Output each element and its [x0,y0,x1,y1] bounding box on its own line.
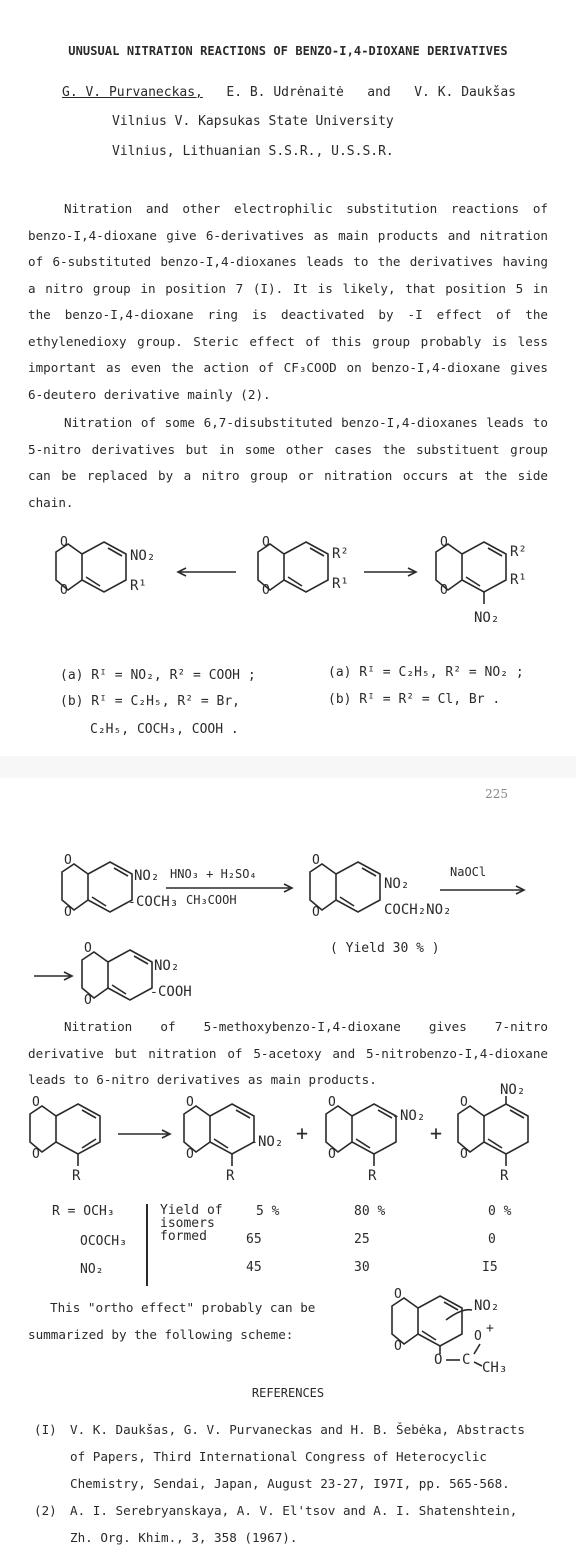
bond-dash: - [128,895,136,910]
substituent-label: R [368,1168,377,1184]
ring-oxygen: O [262,535,270,550]
author-2: E. B. Udrėnaitė [226,85,344,100]
substituent-label: R¹ [130,578,147,594]
plus-sign: + [296,1121,309,1145]
ring-oxygen: O [394,1287,402,1302]
ring-oxygen: O [328,1095,336,1110]
substituent-label: NO₂ [474,610,500,626]
substituent-label: R¹ [510,572,527,588]
reference-text: V. K. Daukšas, G. V. Purvaneckas and H. B. Šebėka, Abstracts of Papers, Third International Congress of Heterocyclic Chemistry, Sendai, Japan, August 23-27, I97I, pp. 565-568. [70,1422,525,1491]
ortho-text-line-2: summarized by the following scheme: [28,1327,294,1342]
page-break [0,756,576,778]
author-and: and [367,85,391,100]
body-paragraph-1 [28,196,548,408]
table-cell: 65 [246,1232,262,1247]
bond [474,1344,480,1354]
reference-number: (2) [34,1503,57,1518]
table-cell: 5 % [256,1204,280,1219]
ring-oxygen: O [60,583,68,598]
scheme-3-structures [0,1082,576,1190]
substituent-label: R² [510,544,527,560]
table-cell: 30 [354,1260,370,1275]
ortho-effect-scheme [0,1280,576,1376]
reagent-label: HNO₃ + H₂SO₄ [170,867,257,881]
substituent-label: COCH₂NO₂ [384,902,452,918]
reference-number: (I) [34,1422,57,1437]
ring-oxygen: O [262,583,270,598]
reagent-label: NaOCl [450,865,487,879]
substituent-label: R [226,1168,235,1184]
paragraph-1-text: Nitration and other electrophilic substitution reactions of benzo-I,4-dioxane give 6-derivatives as main products and nitration of 6-substituted benzo-I,4-dioxanes leads to the derivatives having a nitro group in position 7 (I). It is likely, that position 5 in the benzo-I,4-dioxane ring is deactivated by -I effect of the ethylenedioxy group. Steric effect of this group probably is less important as even the action of CF₃COOD on benzo-I,4-dioxane gives 6-deutero derivative mainly (2). [28,201,548,402]
plus-sign: + [430,1121,443,1145]
bond [474,1362,482,1366]
ring-oxygen: O [84,993,92,1008]
condition-left-a: (a) Rᴵ = NO₂, R² = COOH ; [60,668,256,683]
ring-oxygen: O [460,1147,468,1162]
scheme-2-structures [0,848,576,1008]
table-cell: 0 % [488,1204,512,1219]
ring-oxygen: O [328,1147,336,1162]
references-heading: REFERENCES [251,1386,325,1400]
yield-label: ( Yield 30 % ) [330,941,440,956]
paragraph-3-text: Nitration of 5-methoxybenzo-I,4-dioxane gives 7-nitro derivative but nitration of 5-acetoxy and 5-nitrobenzo-I,4-dioxane leads to 6-nitro derivatives as main products. [28,1019,548,1087]
reference-item [34,1416,544,1497]
ester-oxygen: O [434,1352,443,1368]
table-header-line: isomers [160,1216,215,1231]
table-row-label: R = OCH₃ [52,1204,115,1219]
page-number: 225 [485,787,508,801]
reference-text: A. I. Serebryanskaya, A. V. El'tsov and A. I. Shatenshtein, Zh. Org. Khim., 3, 358 (1967). [70,1503,518,1545]
body-paragraph-2 [28,410,548,516]
condition-right-b: (b) Rᴵ = R² = Cl, Br . [328,692,501,707]
curved-arrow [446,1310,472,1320]
author-3: V. K. Daukšas [414,85,516,100]
substituent-label: R [500,1168,509,1184]
substituent-label: NO₂ [154,958,180,974]
bond-dash: - [150,985,158,1000]
ring-oxygen: O [60,535,68,550]
condition-right-a: (a) Rᴵ = C₂H₅, R² = NO₂ ; [328,665,524,680]
ring-oxygen: O [440,583,448,598]
substituent-label: R² [332,546,349,562]
dioxane-structure-acetyl [62,862,132,912]
table-divider [146,1204,148,1286]
table-cell: 80 % [354,1204,386,1219]
table-cell: I5 [482,1260,498,1275]
substituent-label: NO₂ [130,548,156,564]
ring-oxygen: O [440,535,448,550]
author-1: G. V. Purvaneckas, [62,85,203,100]
ring-oxygen: O [32,1147,40,1162]
ring-oxygen: O [394,1339,402,1354]
table-cell: 45 [246,1260,262,1275]
affiliation-line-1: Vilnius V. Kapsukas State University [112,114,394,129]
scheme-1-structures [0,530,576,640]
reagent-label: CH₃COOH [186,893,237,907]
bond-dash: - [250,1135,258,1150]
substituent-label: R [72,1168,81,1184]
methyl-label: CH₃ [482,1360,508,1376]
reference-item [34,1497,544,1551]
dioxane-structure-6-nitro [184,1104,254,1166]
paragraph-2-text: Nitration of some 6,7-disubstituted benzo-I,4-dioxanes leads to 5-nitro derivatives but in some other cases the substituent group can be replaced by a nitro group or nitration occurs at the side chain. [28,415,548,510]
ring-oxygen: O [312,905,320,920]
substituent-label: R¹ [332,576,349,592]
carbonyl-carbon: C [462,1352,471,1368]
substituent-label: COCH₃ [136,894,179,910]
charge-plus: + [486,1321,494,1336]
ortho-text-line-1: This "ortho effect" probably can be [50,1300,316,1315]
condition-left-b: (b) Rᴵ = C₂H₅, R² = Br, [60,694,241,709]
reference-list [34,1416,544,1551]
condition-left-b2: C₂H₅, COCH₃, COOH . [90,722,239,737]
ring-oxygen: O [312,853,320,868]
substituent-label: NO₂ [134,868,160,884]
dioxane-structure-product-1 [310,862,380,912]
dioxane-structure-product-2 [82,950,152,1000]
ring-oxygen: O [460,1095,468,1110]
ring-oxygen: O [186,1095,194,1110]
substituent-label: COOH [158,984,192,1000]
dioxane-structure-8-nitro [458,1096,528,1166]
dioxane-structure-ortho [392,1296,472,1354]
substituent-label: NO₂ [400,1108,426,1124]
acyl-oxygen: O [474,1329,482,1344]
table-row-label: OCOCH₃ [80,1234,127,1249]
dioxane-structure-7-nitro [326,1104,396,1166]
nitro-label: NO₂ [474,1298,500,1314]
substituent-label: NO₂ [500,1082,526,1098]
paper-title: UNUSUAL NITRATION REACTIONS OF BENZO-I,4-DIOXANE DERIVATIVES [68,44,508,58]
ring-oxygen: O [64,905,72,920]
dioxane-structure-5-substituted [30,1104,100,1166]
table-header-line: Yield of [160,1203,223,1218]
affiliation-line-2: Vilnius, Lithuanian S.S.R., U.S.S.R. [112,144,394,159]
ring-oxygen: O [186,1147,194,1162]
body-paragraph-3 [28,1014,548,1094]
ring-oxygen: O [84,941,92,956]
substituent-label: NO₂ [384,876,410,892]
author-line [62,85,516,100]
table-row-label: NO₂ [80,1262,104,1277]
table-header-line: formed [160,1229,207,1244]
ring-oxygen: O [32,1095,40,1110]
substituent-label: NO₂ [258,1134,284,1150]
table-header [160,1204,223,1243]
table-cell: 25 [354,1232,370,1247]
bond-dash: - [392,1109,400,1124]
ring-oxygen: O [64,853,72,868]
table-cell: 0 [488,1232,496,1247]
